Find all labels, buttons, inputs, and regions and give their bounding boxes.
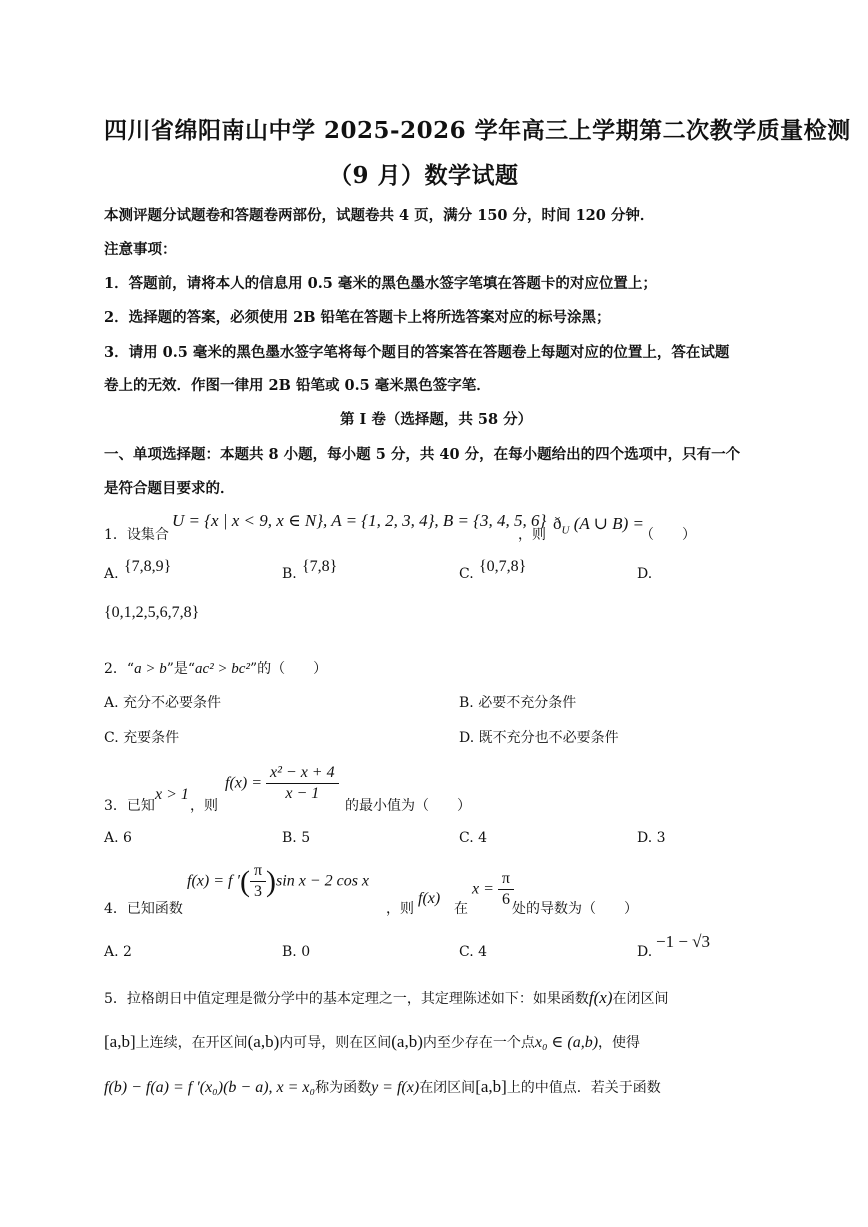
- q5-line-2: [a,b]上连续，在开区间(a,b)内可导，则在区间(a,b)内至少存在一个点x₀ ∈ (a,b)，使得: [104, 1032, 641, 1051]
- q2-option-d: D. 既不充分也不必要条件: [459, 730, 619, 746]
- notice-heading: 注意事项：: [104, 241, 177, 258]
- q1-blank: （ ）: [640, 527, 696, 543]
- notice-item-3-cont: 卷上的无效．作图一律用 2B 铅笔或 0.5 毫米黑色签字笔．: [104, 377, 491, 394]
- q2-option-b: B. 必要不充分条件: [459, 695, 577, 711]
- q1-option-c-label: C.: [459, 566, 474, 582]
- exam-info: 本测评题分试题卷和答题卷两部份，试题卷共 4 页，满分 150 分，时间 120 分钟．: [104, 207, 655, 224]
- q4-option-a: A. 2: [104, 944, 132, 960]
- q1-complement: $ð_U$ (A ∪ B) =: [553, 514, 644, 537]
- q1-option-d: {0,1,2,5,6,7,8}: [104, 604, 200, 621]
- q3-option-c: C. 4: [459, 830, 488, 846]
- q4-option-d-label: D.: [637, 944, 653, 960]
- q5-line-1: 5．拉格朗日中值定理是微分学中的基本定理之一，其定理陈述如下：如果函数f(x)在闭区间: [104, 988, 669, 1007]
- q4-prefix: 4．已知函数: [104, 901, 183, 917]
- q3-condition: x > 1: [155, 786, 189, 803]
- q1-mid: ，则: [518, 527, 546, 543]
- section-heading: 一、单项选择题：本题共 8 小题，每小题 5 分，共 40 分，在每小题给出的四个选项中，只有一个: [104, 446, 741, 463]
- q4-fx: f(x): [418, 890, 441, 907]
- q4-mid2: 在: [454, 901, 468, 917]
- q4-option-c: C. 4: [459, 944, 488, 960]
- q4-pi-over-6: $\frac{\pi}{6}$: [498, 870, 514, 909]
- q4-suffix: 处的导数为（ ）: [512, 901, 638, 917]
- part-title: 第 I 卷（选择题，共 58 分）: [340, 411, 533, 428]
- q3-fraction: $\frac{\text{x² − x + 4}}{x - 1}$: [266, 764, 339, 803]
- q3-option-a: A. 6: [104, 830, 132, 846]
- q2-option-c: C. 充要条件: [104, 730, 180, 746]
- notice-item-3: 3．请用 0.5 毫米的黑色墨水签字笔将每个题目的答案答在答题卷上每题对应的位置上，答在试题: [104, 344, 730, 361]
- q4-mid1: ，则: [386, 901, 414, 917]
- q3-suffix: 的最小值为（ ）: [345, 798, 471, 814]
- q4-function: f(x) = f ′( $\frac{\pi}{3}$ )sin x − 2 cos x: [187, 862, 370, 900]
- q1-prefix: 1．设集合: [104, 527, 169, 543]
- q4-point: x = $\frac{\pi}{6}$: [472, 870, 514, 909]
- q4-option-d: −1 − √3: [656, 932, 711, 951]
- q3-mid: ，则: [190, 798, 218, 814]
- q3-option-b: B. 5: [282, 830, 311, 846]
- q1-option-c: {0,7,8}: [479, 558, 527, 575]
- notice-item-1: 1．答题前，请将本人的信息用 0.5 毫米的黑色墨水签字笔填在答题卡的对应位置上；: [104, 275, 657, 292]
- q1-option-a-label: A.: [104, 566, 119, 582]
- q3-function: f(x) = $\frac{\text{x² − x + 4}}{x - 1}$: [225, 764, 339, 803]
- notice-item-2: 2．选择题的答案，必须使用 2B 铅笔在答题卡上将所选答案对应的标号涂黑；: [104, 309, 611, 326]
- q1-option-b-label: B.: [282, 566, 297, 582]
- q1-sets: U = {x | x < 9, x ∈ N}, A = {1, 2, 3, 4}, B = {3, 4, 5, 6}: [172, 511, 547, 530]
- q3-option-d: D. 3: [637, 830, 666, 846]
- q5-line-3: f(b) − f(a) = f ′(x₀)(b − a), x = x₀称为函数y = f(x)在闭区间[a,b]上的中值点．若关于函数: [104, 1077, 661, 1096]
- q4-option-b: B. 0: [282, 944, 311, 960]
- q3-prefix: 3．已知: [104, 798, 155, 814]
- page-title: 四川省绵阳南山中学 2025-2026 学年高三上学期第二次教学质量检测: [104, 117, 851, 144]
- q2-stem: 2．“a > b”是“ac² > bc²”的（ ）: [104, 661, 328, 677]
- section-heading-cont: 是符合题目要求的．: [104, 480, 235, 497]
- q2-option-a: A. 充分不必要条件: [104, 695, 222, 711]
- q1-option-a: {7,8,9}: [124, 558, 172, 575]
- q1-option-b: {7,8}: [302, 558, 338, 575]
- q4-pi-over-3: $\frac{\pi}{3}$: [250, 862, 266, 901]
- page-subtitle: （9 月）数学试题: [329, 162, 519, 189]
- q1-option-d-label: D.: [637, 566, 653, 582]
